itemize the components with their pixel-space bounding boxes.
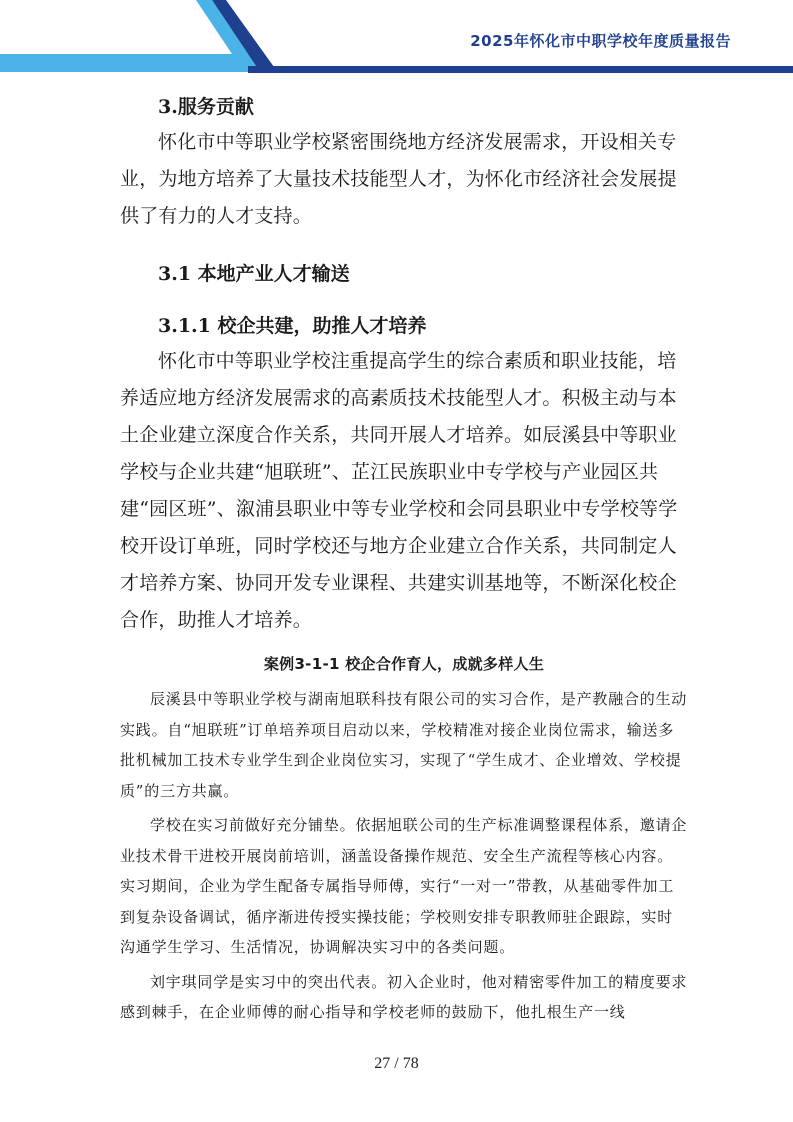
section-heading: 3.服务贡献 [158, 96, 254, 118]
header-white-panel [0, 0, 232, 54]
section-intro-paragraph: 怀化市中等职业学校紧密围绕地方经济发展需求，开设相关专业，为地方培养了大量技术技能型人才，为怀化市经济社会发展提供了有力的人才支持。 [120, 131, 677, 227]
header-title: 2025年怀化市中职学校年度质量报告 [470, 32, 731, 50]
case-title: 案例3-1-1 校企合作育人，成就多样人生 [263, 655, 545, 673]
subsubsection-body-paragraph: 怀化市中等职业学校注重提高学生的综合素质和职业技能，培养适应地方经济发展需求的高素质技术技能型人才。积极主动与本土企业建立深度合作关系，共同开展人才培养。如辰溪县中等职业学校与企业共建“旭联班”、芷江民族职业中专学校与产业园区共建“园区班”、溆浦县职业中等专业学校和会同县职业中专学校等学校开设订单班，同时学校还与地方企业建立合作关系，共同制定人才培养方案、协同开发专业课程、共建实训基地等，不断深化校企合作，助推人才培养。 [120, 350, 678, 631]
case-paragraph: 学校在实习前做好充分铺垫。依据旭联公司的生产标准调整课程体系，邀请企业技术骨干进校开展岗前培训，涵盖设备操作规范、安全生产流程等核心内容。实习期间，企业为学生配备专属指导师傅，实行“一对一”带教，从基础零件加工到复杂设备调试，循序渐进传授实操技能；学校则安排专职教师驻企跟踪，实时沟通学生学习、生活情况，协调解决实习中的各类问题。 [120, 816, 688, 956]
page-header [0, 0, 793, 80]
case-paragraph: 刘宇琪同学是实习中的突出代表。初入企业时，他对精密零件加工的精度要求感到棘手，在企业师傅的耐心指导和学校老师的鼓励下，他扎根生产一线 [120, 972, 688, 1021]
page-number: 27 / 78 [374, 1055, 419, 1072]
subsection-heading: 3.1 本地产业人才输送 [158, 263, 350, 285]
case-paragraph: 辰溪县中等职业学校与湖南旭联科技有限公司的实习合作，是产教融合的生动实践。自“旭联班”订单培养项目启动以来，学校精准对接企业岗位需求，输送多批机械加工技术专业学生到企业岗位实习，实现了“学生成才、企业增效、学校提质”的三方共赢。 [120, 690, 688, 800]
header-navy-rule [248, 66, 793, 73]
document-body [120, 94, 688, 1032]
subsubsection-heading: 3.1.1 校企共建，助推人才培养 [158, 315, 427, 337]
